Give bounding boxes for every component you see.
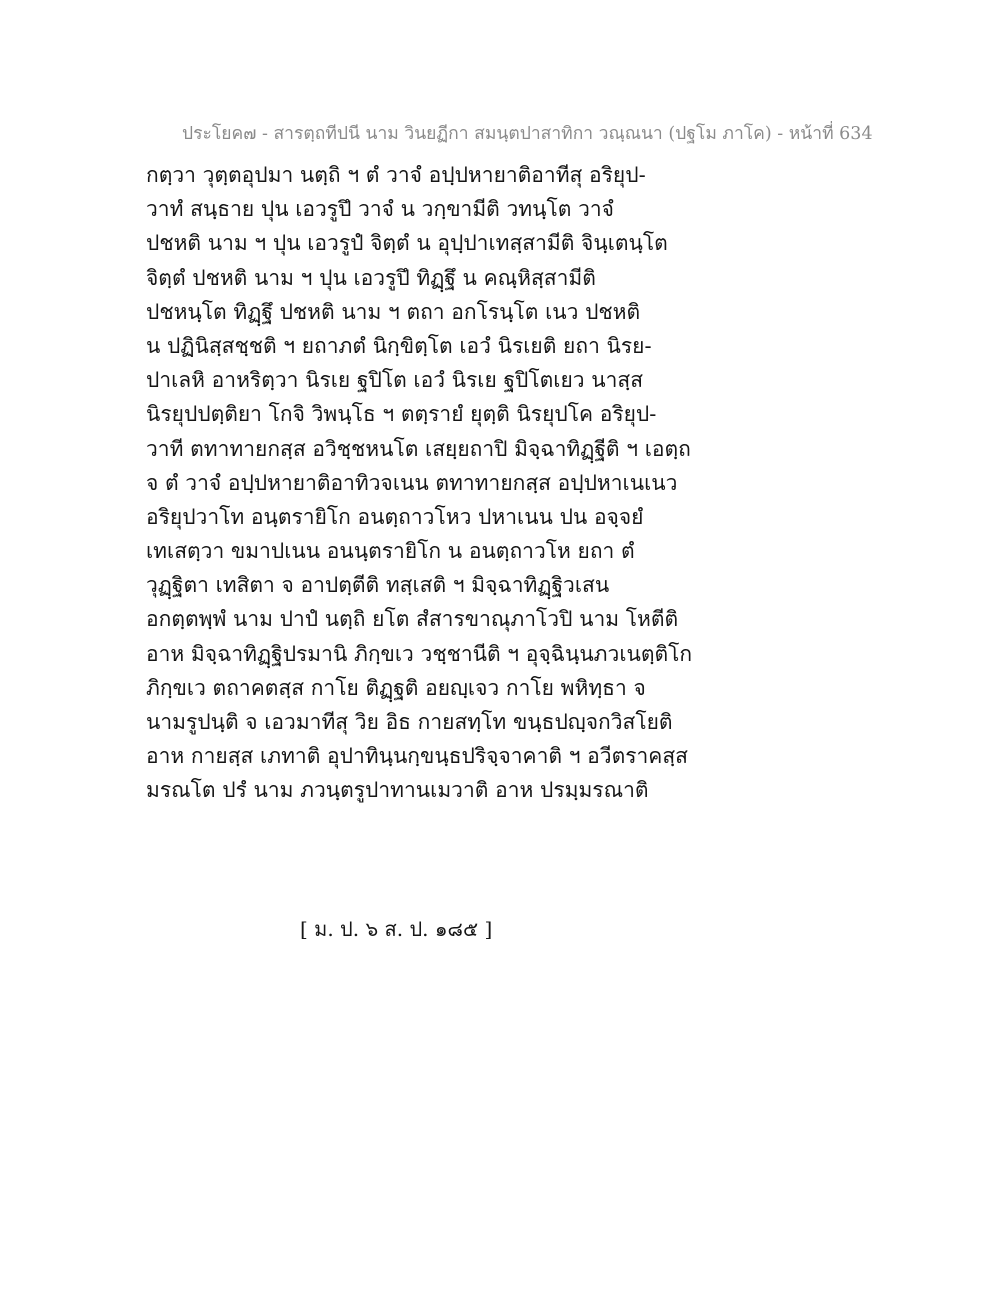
text-line-19: มรณโต ปรํ นาม ภวนฺตรูปาทานเมวาติ อาห ปรมฺมรณาติ (146, 778, 649, 803)
text-line-6: น ปฏินิสฺสชฺชติ ฯ ยถาภตํ นิกฺขิตฺโต เอวํ นิรเยติ ยถา นิรย- (146, 333, 652, 358)
text-line-13: วุฏฺฐิตา เทสิตา จ อาปตฺตีติ ทสฺเสติ ฯ มิจฺฉาทิฏฺฐิวเสน (146, 573, 610, 598)
text-line-4: จิตฺตํ ปชหติ นาม ฯ ปุน เอวรูปึ ทิฏฺฐึ น คณฺหิสฺสามีติ (146, 265, 596, 290)
text-line-15: อาห มิจฺฉาทิฏฺฐิปรมานิ ภิกฺขเว วชฺชานีติ ฯ อุจฺฉินฺนภวเนตฺติโก (146, 641, 693, 666)
body-text (146, 158, 693, 808)
text-line-8: นิรยุปปตฺติยา โกจิ วิพนฺโธ ฯ ตตฺรายํ ยุตฺติ นิรยุปโค อริยุป- (146, 402, 657, 427)
text-line-18: อาห กายสฺส เภทาติ อุปาทินฺนกฺขนฺธปริจฺจาคาติ ฯ อวีตราคสฺส (146, 744, 688, 769)
footnote-reference: [ ม. ป. ๖ ส. ป. ๑๘๕ ] (300, 917, 493, 941)
text-line-1: กตฺวา วุตฺตอุปมา นตฺถิ ฯ ตํ วาจํ อปฺปหายาติอาทีสุ อริยุป- (146, 163, 646, 187)
text-line-14: อกตฺตพฺพํ นาม ปาปํ นตฺถิ ยโต สํสารขาณุภาโวปิ นาม โหตีติ (146, 607, 679, 632)
text-line-2: วาทํ สนฺธาย ปุน เอวรูปึ วาจํ น วกฺขามีติ วทนฺโต วาจํ (146, 197, 614, 222)
text-line-3: ปชหติ นาม ฯ ปุน เอวรูปํ จิตฺตํ น อุปฺปาเทสฺสามีติ จินฺเตนฺโต (146, 231, 668, 256)
text-line-12: เทเสตฺวา ขมาปเนน อนนฺตรายิโก น อนตฺถาวโห ยถา ตํ (146, 539, 635, 564)
text-line-9: วาที ตทาทายกสฺส อวิชฺชหนโต เสยฺยถาปิ มิจฺฉาทิฏฺฐีติ ฯ เอตฺถ (146, 436, 691, 461)
text-line-7: ปาเลหิ อาหริตฺวา นิรเย ฐปิโต เอวํ นิรเย ฐปิโตเยว นาสฺส (146, 368, 644, 393)
text-line-10: จ ตํ วาจํ อปฺปหายาติอาทิวจเนน ตทาทายกสฺส อปฺปหาเนเนว (146, 470, 678, 495)
text-line-5: ปชหนฺโต ทิฏฺฐึ ปชหติ นาม ฯ ตถา อกโรนฺโต เนว ปชหติ (146, 299, 641, 324)
page-header: ประโยค๗ - สารตฺถทีปนี นาม วินยฏีกา สมนฺตปาสาทิกา วณฺณนา (ปฐโม ภาโค) - หน้าที่ 634 (182, 124, 873, 144)
text-line-16: ภิกฺขเว ตถาคตสฺส กาโย ติฏฺฐติ อยญฺเจว กาโย พหิทฺธา จ (146, 675, 646, 700)
text-line-11: อริยุปวาโท อนฺตรายิโก อนตฺถาวโหว ปหาเนน ปน อจฺจยํ (146, 504, 644, 529)
text-line-17: นามรูปนฺติ จ เอวมาทีสุ วิย อิธ กายสทฺโท ขนฺธปญฺจกวิสโยติ (146, 710, 673, 734)
